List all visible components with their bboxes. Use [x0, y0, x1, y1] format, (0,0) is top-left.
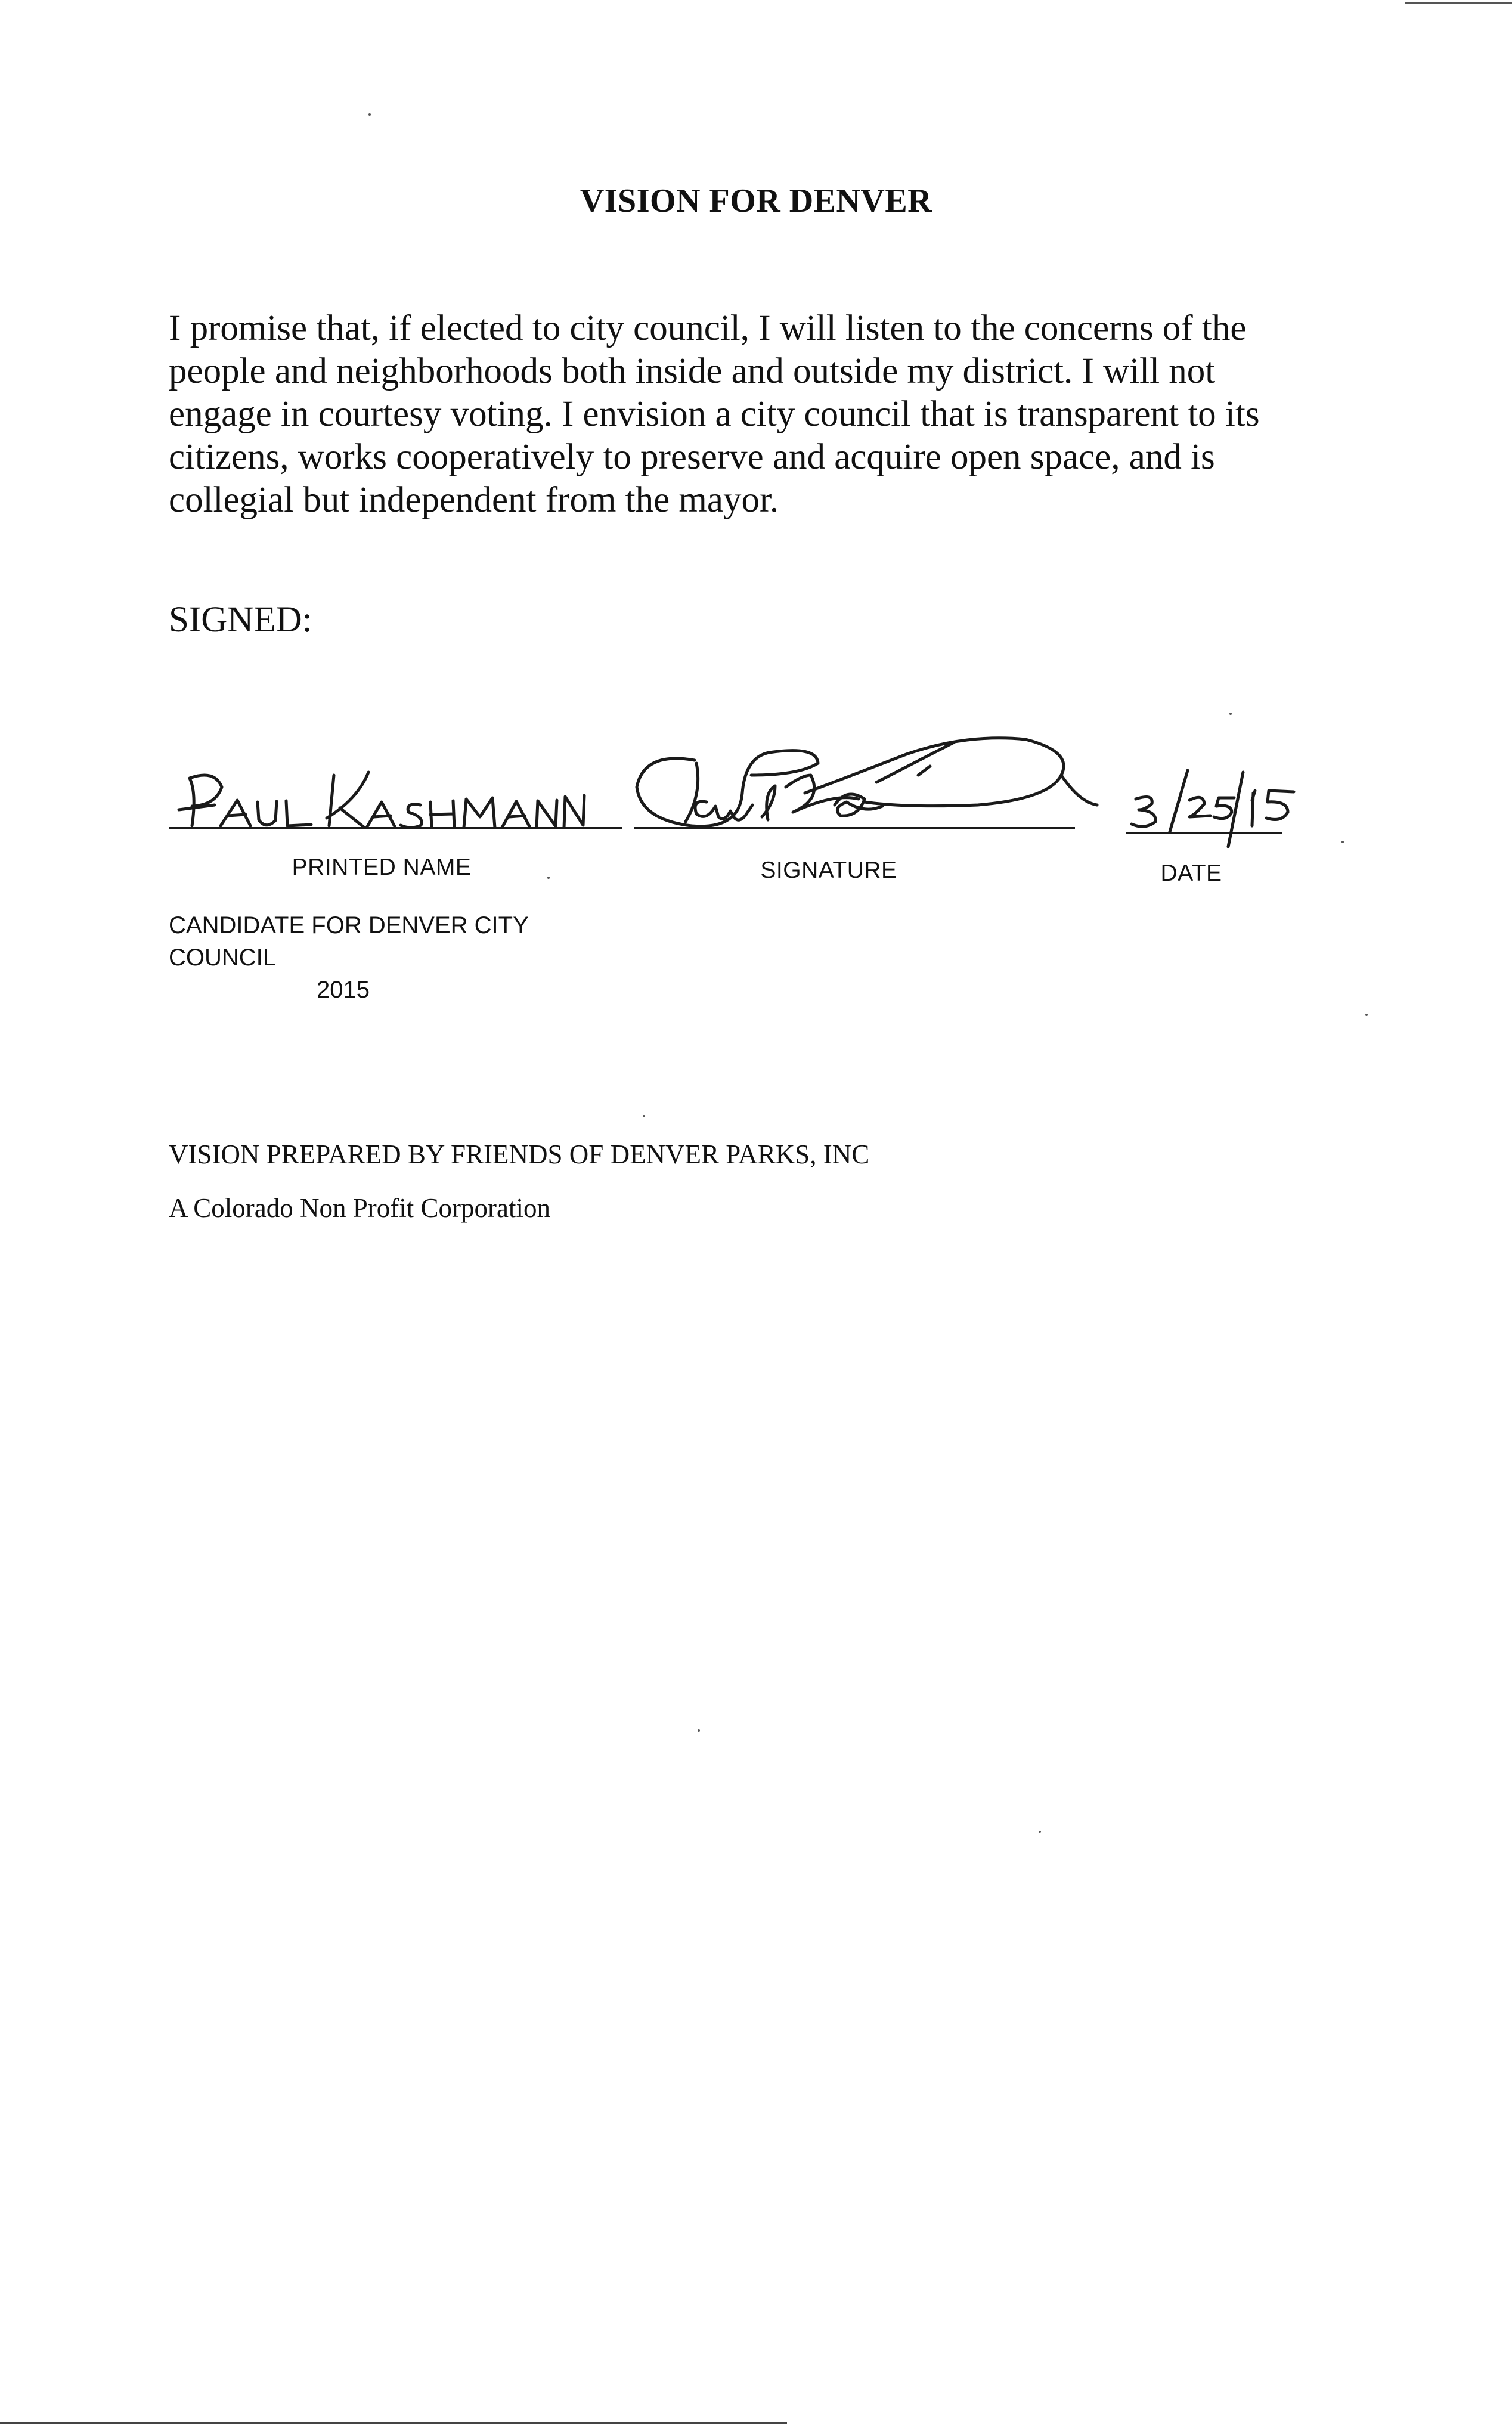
pledge-line: people and neighborhoods both inside and outside my district. I will not [169, 351, 1216, 391]
signature-caption: SIGNATURE [760, 857, 897, 883]
printed-name-line [169, 827, 622, 829]
prepared-by-text: VISION PREPARED BY FRIENDS OF DENVER PARKS, INC [169, 1139, 870, 1169]
scan-speck [1365, 1014, 1368, 1016]
scan-speck [1229, 713, 1232, 715]
handwritten-printed-name [179, 772, 584, 828]
printed-name-caption: PRINTED NAME [292, 854, 472, 880]
pledge-line: collegial but independent from the mayor. [169, 480, 779, 520]
handwriting-layer [0, 0, 1512, 894]
candidate-year: 2015 [317, 977, 370, 1003]
pledge-line: I promise that, if elected to city council, I will listen to the concerns of the [169, 308, 1247, 348]
candidate-block [169, 909, 622, 1006]
scan-speck [1039, 1831, 1041, 1833]
signature-line [634, 827, 1075, 829]
pledge-line: citizens, works cooperatively to preserve and acquire open space, and is [169, 437, 1215, 477]
pledge-line: engage in courtesy voting. I envision a city council that is transparent to its [169, 394, 1260, 434]
date-line [1126, 832, 1282, 834]
organization-type-text: A Colorado Non Profit Corporation [169, 1193, 550, 1223]
date-caption: DATE [1160, 860, 1222, 886]
scan-artifact-bottom [0, 2422, 787, 2424]
scan-speck [1341, 841, 1344, 843]
document-title: VISION FOR DENVER [580, 182, 932, 219]
scan-speck [547, 877, 550, 879]
candidate-title: CANDIDATE FOR DENVER CITY COUNCIL [169, 912, 529, 971]
handwritten-date [1132, 770, 1294, 847]
signed-label: SIGNED: [169, 600, 312, 640]
scan-speck [368, 113, 371, 116]
scan-speck [643, 1115, 645, 1117]
scan-speck [698, 1729, 700, 1732]
signature-scrawl [637, 738, 1097, 826]
